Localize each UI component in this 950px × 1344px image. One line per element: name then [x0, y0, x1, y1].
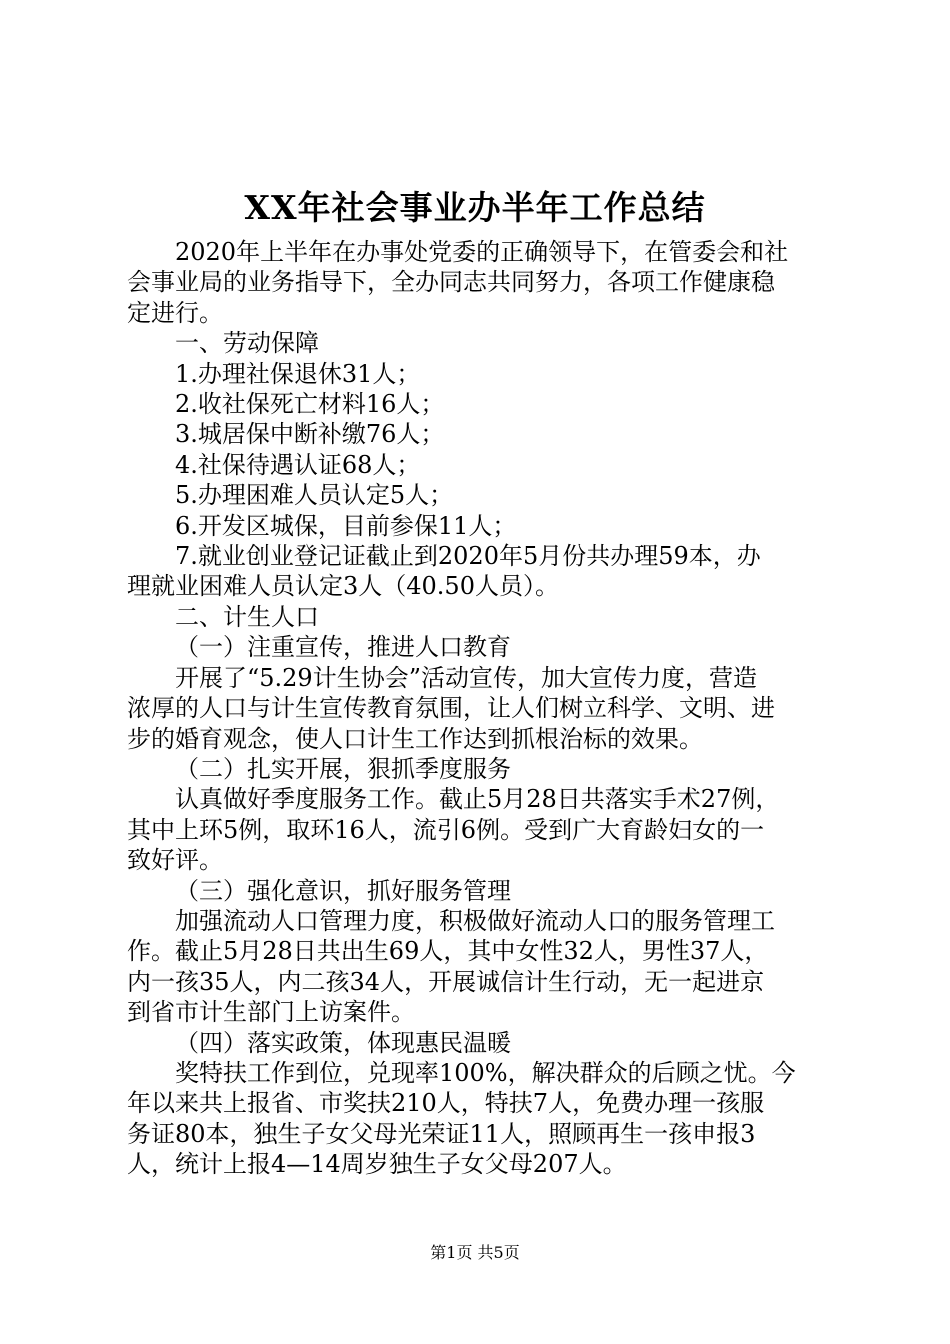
paragraph	[127, 237, 833, 328]
paragraph-line: 其中上环5例，取环16人，流引6例。受到广大育龄妇女的一	[127, 815, 765, 844]
paragraph-line: 2.收社保死亡材料16人；	[175, 390, 445, 419]
paragraph-line: 一、劳动保障	[175, 329, 319, 358]
paragraph-line: 7.就业创业登记证截止到2020年5月份共办理59本，办	[175, 542, 761, 571]
paragraph	[127, 1028, 833, 1058]
paragraph-line: 1.办理社保退休31人；	[175, 359, 421, 388]
paragraph-line: 理就业困难人员认定3人（40.50人员）。	[127, 572, 559, 601]
paragraph-line: （二）扎实开展，狠抓季度服务	[175, 754, 511, 783]
paragraph-line: 认真做好季度服务工作。截止5月28日共落实手术27例，	[175, 785, 780, 814]
paragraph-line: 开展了“5.29计生协会”活动宣传，加大宣传力度，营造	[175, 663, 757, 692]
paragraph-line: 会事业局的业务指导下，全办同志共同努力，各项工作健康稳	[127, 268, 775, 297]
document-body	[127, 237, 833, 1180]
paragraph-line: 加强流动人口管理力度，积极做好流动人口的服务管理工	[175, 906, 775, 935]
paragraph	[127, 359, 833, 389]
paragraph-line: 人，统计上报4—14周岁独生子女父母207人。	[127, 1150, 627, 1179]
paragraph	[127, 632, 833, 662]
paragraph	[127, 389, 833, 419]
paragraph-line: （四）落实政策，体现惠民温暖	[175, 1028, 511, 1057]
paragraph-line: 年以来共上报省、市奖扶210人，特扶7人，免费办理一孩服	[127, 1089, 765, 1118]
paragraph-line: 步的婚育观念，使人口计生工作达到抓根治标的效果。	[127, 724, 703, 753]
paragraph-line: 5.办理困难人员认定5人；	[175, 481, 454, 510]
paragraph	[127, 541, 833, 602]
paragraph	[127, 602, 833, 632]
paragraph-line: 定进行。	[127, 298, 223, 327]
paragraph	[127, 876, 833, 906]
paragraph	[127, 906, 833, 1028]
document-title: XX年社会事业办半年工作总结	[244, 188, 706, 227]
paragraph	[127, 663, 833, 754]
paragraph	[127, 754, 833, 784]
paragraph	[127, 1058, 833, 1180]
paragraph-line: 致好评。	[127, 846, 223, 875]
paragraph-line: （三）强化意识，抓好服务管理	[175, 876, 511, 905]
paragraph-line: 到省市计生部门上访案件。	[127, 998, 415, 1027]
paragraph	[127, 784, 833, 875]
paragraph-line: （一）注重宣传，推进人口教育	[175, 633, 511, 662]
paragraph	[127, 480, 833, 510]
paragraph-line: 奖特扶工作到位，兑现率100%，解决群众的后顾之忧。今	[175, 1058, 796, 1087]
paragraph	[127, 450, 833, 480]
paragraph	[127, 419, 833, 449]
paragraph-line: 内一孩35人，内二孩34人，开展诚信计生行动，无一起进京	[127, 967, 765, 996]
paragraph-line: 3.城居保中断补缴76人；	[175, 420, 445, 449]
paragraph-line: 4.社保待遇认证68人；	[175, 450, 421, 479]
page-footer: 第1页 共5页	[430, 1243, 520, 1262]
paragraph-line: 2020年上半年在办事处党委的正确领导下，在管委会和社	[175, 238, 789, 266]
paragraph-line: 务证80本，独生子女父母光荣证11人，照顾再生一孩申报3	[127, 1119, 756, 1148]
paragraph-line: 6.开发区城保，目前参保11人；	[175, 511, 517, 540]
paragraph	[127, 328, 833, 358]
paragraph-line: 浓厚的人口与计生宣传教育氛围，让人们树立科学、文明、进	[127, 694, 775, 723]
paragraph-line: 作。截止5月28日共出生69人，其中女性32人，男性37人，	[127, 937, 769, 966]
paragraph	[127, 511, 833, 541]
paragraph-line: 二、计生人口	[175, 602, 319, 631]
